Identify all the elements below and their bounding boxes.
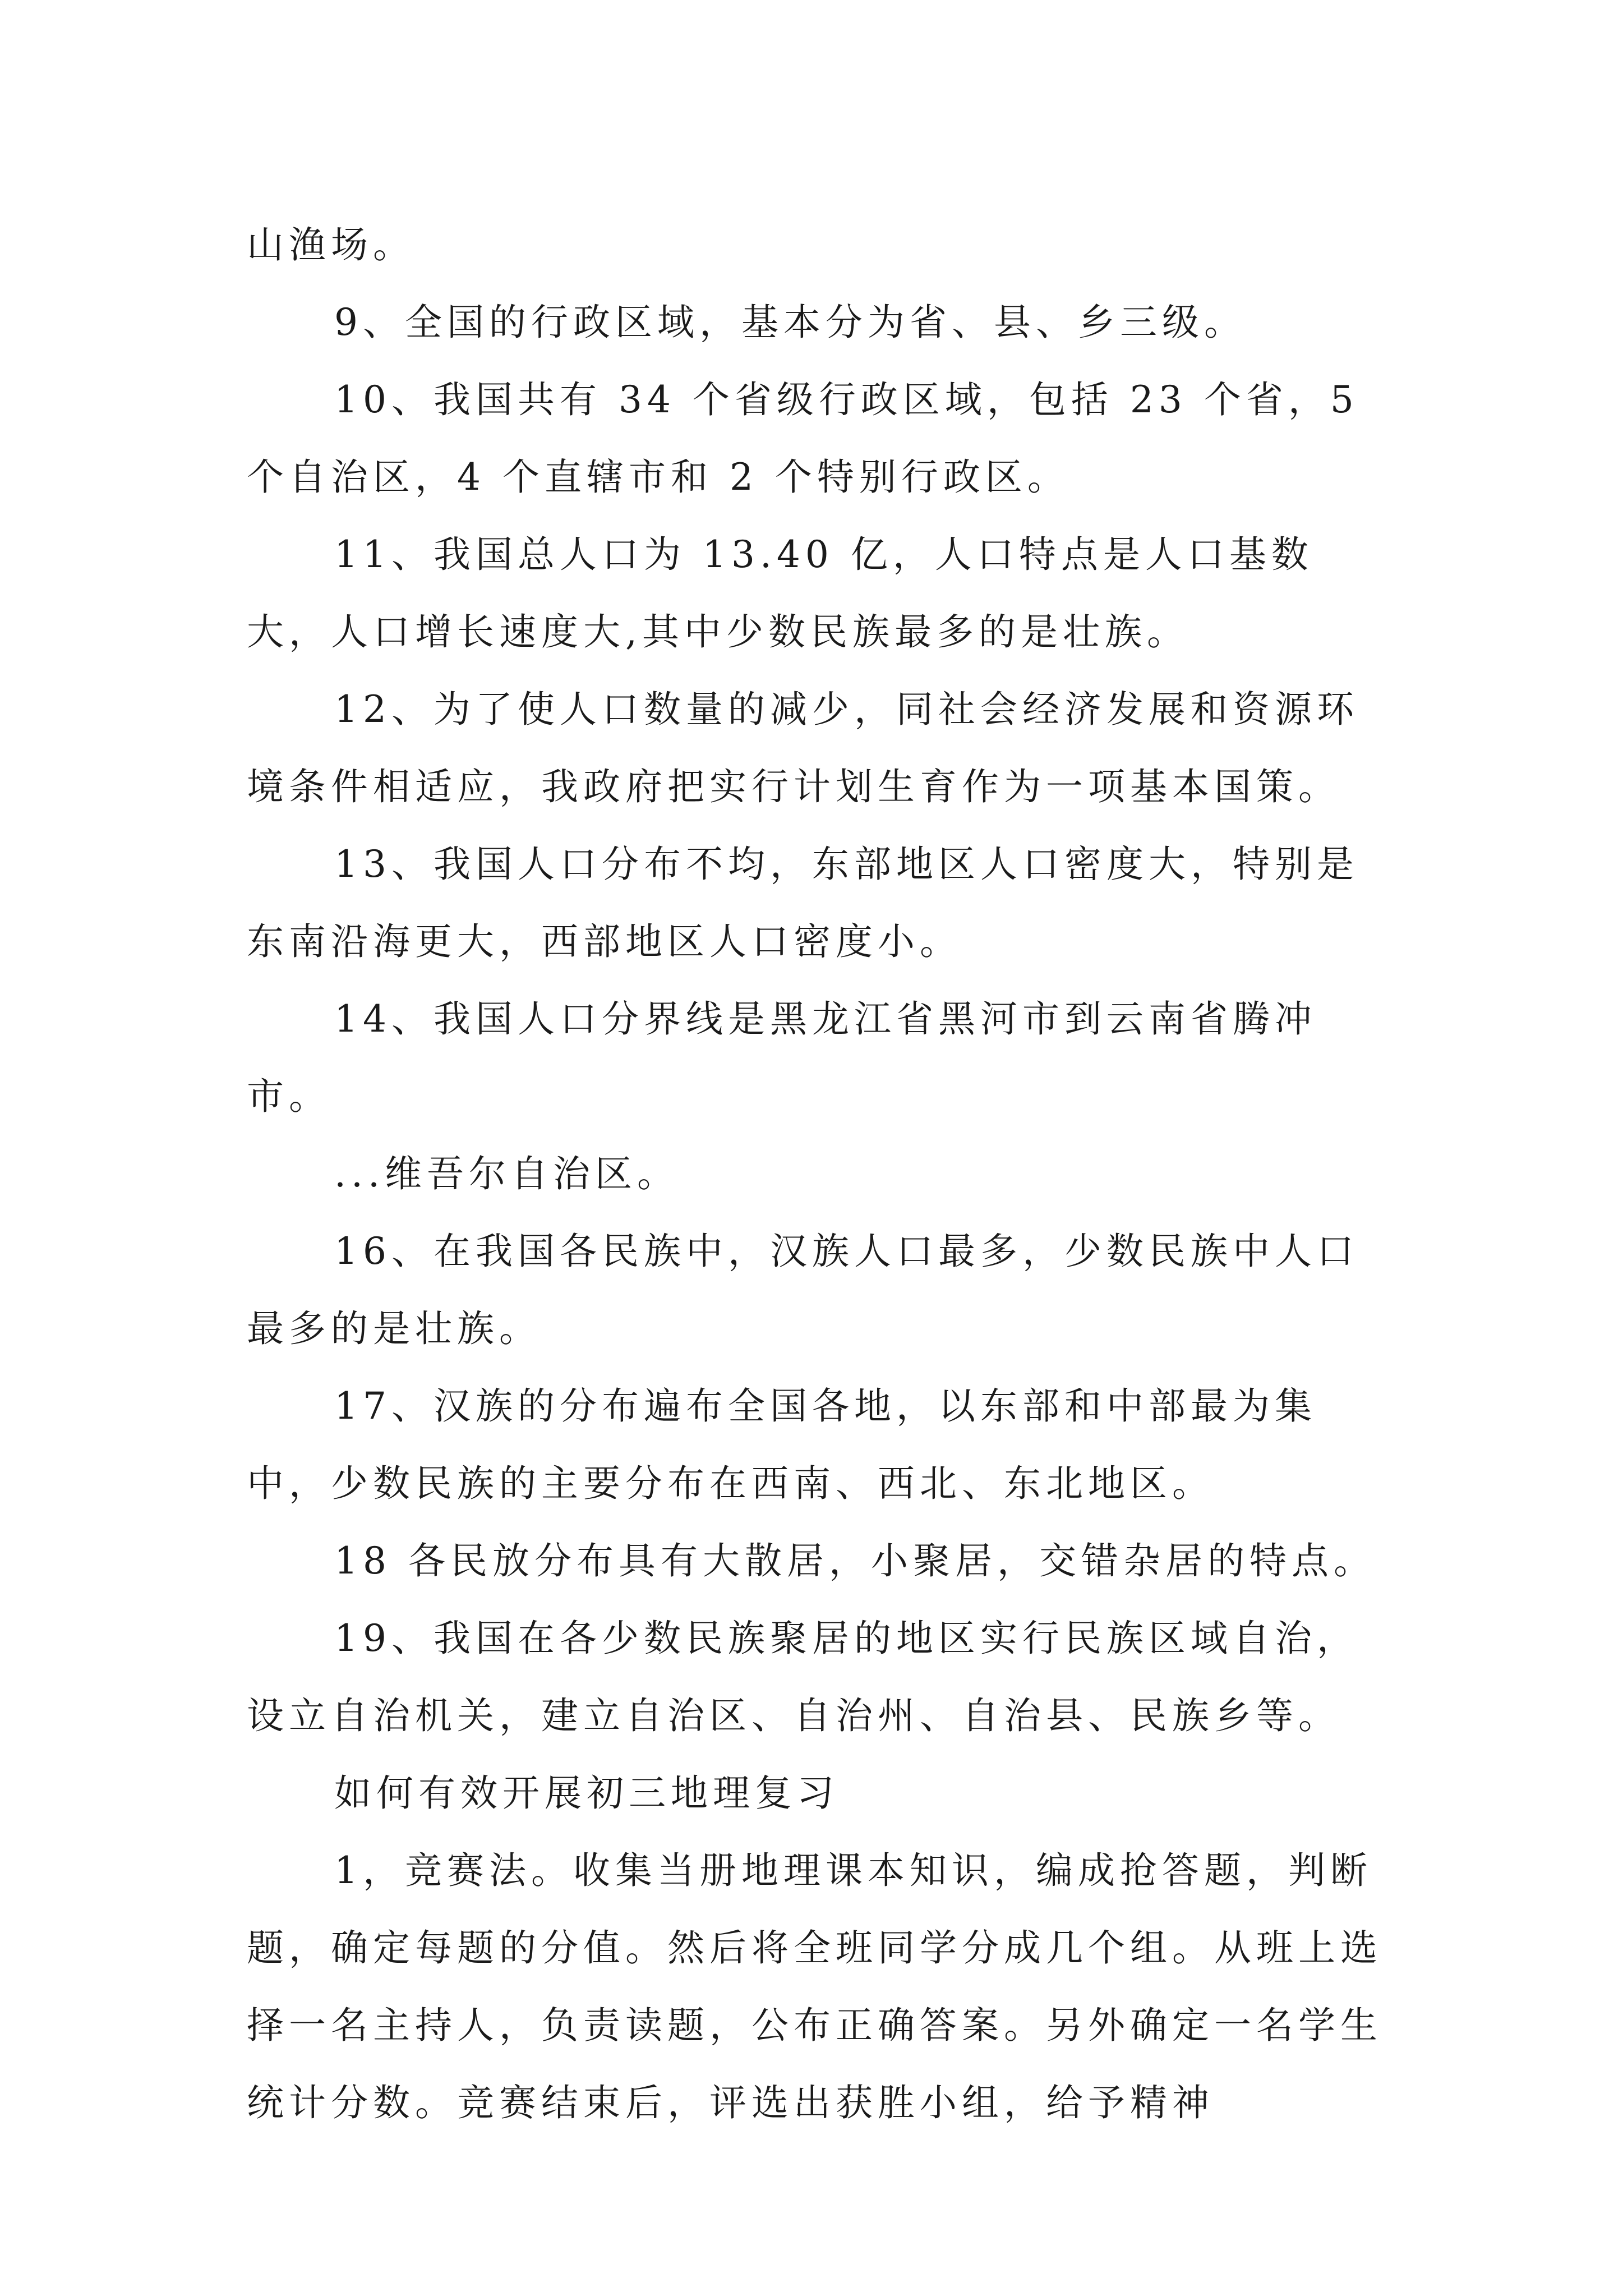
paragraph-tip-1: 1，竞赛法。收集当册地理课本知识，编成抢答题，判断题，确定每题的分值。然后将全班同学分成几个组。从班上选择一名主持人，负责读题，公布正确答案。另外确定一名学生统计分数。竞赛结束后，评选出获胜小组，给予精神 bbox=[247, 1849, 1382, 2124]
paragraph-continuation: 山渔场。 bbox=[247, 223, 415, 266]
paragraph-item-17: 17、汉族的分布遍布全国各地，以东部和中部最为集中，少数民族的主要分布在西南、西北、东北地区。 bbox=[247, 1384, 1317, 1505]
paragraph-item-14: 14、我国人口分界线是黑龙江省黑河市到云南省腾冲市。 bbox=[247, 997, 1317, 1118]
section-heading: 如何有效开展初三地理复习 bbox=[334, 1772, 839, 1815]
paragraph-item-15-fragment: ...维吾尔自治区。 bbox=[334, 1152, 679, 1195]
paragraph-item-9: 9、全国的行政区域，基本分为省、县、乡三级。 bbox=[334, 301, 1246, 344]
paragraph-item-19: 19、我国在各少数民族聚居的地区实行民族区域自治，设立自治机关，建立自治区、自治州、自治县、民族乡等。 bbox=[247, 1617, 1359, 1737]
paragraph-item-13: 13、我国人口分布不均，东部地区人口密度大，特别是东南沿海更大，西部地区人口密度小。 bbox=[247, 843, 1359, 963]
paragraph-item-16: 16、在我国各民族中，汉族人口最多，少数民族中人口最多的是壮族。 bbox=[247, 1230, 1359, 1350]
paragraph-item-12: 12、为了使人口数量的减少，同社会经济发展和资源环境条件相适应，我政府把实行计划生育作为一项基本国策。 bbox=[247, 688, 1359, 808]
paragraph-item-11: 11、我国总人口为 13.40 亿，人口特点是人口基数大，人口增长速度大,其中少数民族最多的是壮族。 bbox=[247, 533, 1313, 654]
paragraph-item-18: 18 各民放分布具有大散居，小聚居，交错杂居的特点。 bbox=[334, 1539, 1376, 1582]
document-body bbox=[247, 206, 1391, 2142]
paragraph-item-10: 10、我国共有 34 个省级行政区域，包括 23 个省，5 个自治区，4 个直辖市和 2 个特别行政区。 bbox=[247, 378, 1359, 499]
